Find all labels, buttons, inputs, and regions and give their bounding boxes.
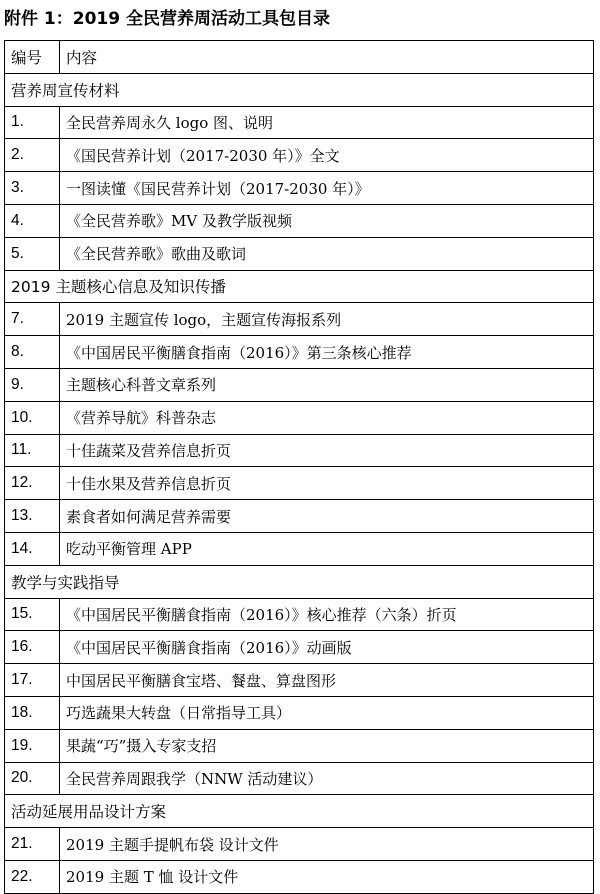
section-row bbox=[5, 270, 594, 303]
section-title: 2019 主题核心信息及知识传播 bbox=[5, 270, 594, 303]
row-content: 十佳蔬菜及营养信息折页 bbox=[60, 434, 594, 467]
row-number: 13. bbox=[5, 500, 60, 533]
row-number: 17. bbox=[5, 664, 60, 697]
section-row bbox=[5, 73, 594, 106]
row-content: 十佳水果及营养信息折页 bbox=[60, 467, 594, 500]
table-row bbox=[5, 237, 594, 270]
section-title: 活动延展用品设计方案 bbox=[5, 795, 594, 828]
row-content: 《营养导航》科普杂志 bbox=[60, 401, 594, 434]
table-row bbox=[5, 696, 594, 729]
row-content: 2019 主题 T 恤 设计文件 bbox=[60, 860, 594, 893]
row-content: 果蔬“巧”摄入专家支招 bbox=[60, 729, 594, 762]
table-row bbox=[5, 336, 594, 369]
row-content: 2019 主题宣传 logo，主题宣传海报系列 bbox=[60, 303, 594, 336]
section-row bbox=[5, 795, 594, 828]
row-number: 21. bbox=[5, 828, 60, 861]
row-content: 《中国居民平衡膳食指南（2016）》核心推荐（六条）折页 bbox=[60, 598, 594, 631]
row-number: 12. bbox=[5, 467, 60, 500]
row-number: 1. bbox=[5, 106, 60, 139]
table-row bbox=[5, 664, 594, 697]
row-number: 14. bbox=[5, 532, 60, 565]
row-number: 15. bbox=[5, 598, 60, 631]
row-number: 8. bbox=[5, 336, 60, 369]
table-row bbox=[5, 434, 594, 467]
row-number: 11. bbox=[5, 434, 60, 467]
row-content: 全民营养周永久 logo 图、说明 bbox=[60, 106, 594, 139]
row-content: 《中国居民平衡膳食指南（2016）》第三条核心推荐 bbox=[60, 336, 594, 369]
row-content: 《国民营养计划（2017-2030 年）》全文 bbox=[60, 139, 594, 172]
row-number: 22. bbox=[5, 860, 60, 893]
table-row bbox=[5, 204, 594, 237]
row-number: 20. bbox=[5, 762, 60, 795]
table-row bbox=[5, 532, 594, 565]
row-number: 4. bbox=[5, 204, 60, 237]
row-content: 2019 主题手提帆布袋 设计文件 bbox=[60, 828, 594, 861]
row-content: 《中国居民平衡膳食指南（2016）》动画版 bbox=[60, 631, 594, 664]
table-row bbox=[5, 401, 594, 434]
section-title: 教学与实践指导 bbox=[5, 565, 594, 598]
table-row bbox=[5, 762, 594, 795]
row-content: 全民营养周跟我学（NNW 活动建议） bbox=[60, 762, 594, 795]
row-content: 主题核心科普文章系列 bbox=[60, 368, 594, 401]
table-row bbox=[5, 598, 594, 631]
row-number: 7. bbox=[5, 303, 60, 336]
row-content: 巧选蔬果大转盘（日常指导工具） bbox=[60, 696, 594, 729]
row-content: 吃动平衡管理 APP bbox=[60, 532, 594, 565]
table-row bbox=[5, 729, 594, 762]
table-row bbox=[5, 860, 594, 893]
row-content: 素食者如何满足营养需要 bbox=[60, 500, 594, 533]
section-title: 营养周宣传材料 bbox=[5, 73, 594, 106]
document-title: 附件 1：2019 全民营养周活动工具包目录 bbox=[4, 9, 330, 29]
table-row bbox=[5, 303, 594, 336]
row-content: 《全民营养歌》歌曲及歌词 bbox=[60, 237, 594, 270]
row-content: 中国居民平衡膳食宝塔、餐盘、算盘图形 bbox=[60, 664, 594, 697]
row-number: 2. bbox=[5, 139, 60, 172]
row-number: 19. bbox=[5, 729, 60, 762]
header-content: 内容 bbox=[60, 41, 594, 74]
table-header-row bbox=[5, 41, 594, 74]
table-row bbox=[5, 631, 594, 664]
toc-table bbox=[4, 40, 594, 894]
row-number: 10. bbox=[5, 401, 60, 434]
table-row bbox=[5, 139, 594, 172]
table-row bbox=[5, 500, 594, 533]
row-number: 18. bbox=[5, 696, 60, 729]
row-number: 3. bbox=[5, 172, 60, 205]
row-number: 5. bbox=[5, 237, 60, 270]
row-number: 9. bbox=[5, 368, 60, 401]
table-row bbox=[5, 172, 594, 205]
row-content: 一图读懂《国民营养计划（2017-2030 年）》 bbox=[60, 172, 594, 205]
table-row bbox=[5, 467, 594, 500]
table-row bbox=[5, 106, 594, 139]
row-number: 16. bbox=[5, 631, 60, 664]
table-row bbox=[5, 368, 594, 401]
header-number: 编号 bbox=[5, 41, 60, 74]
row-content: 《全民营养歌》MV 及教学版视频 bbox=[60, 204, 594, 237]
section-row bbox=[5, 565, 594, 598]
table-row bbox=[5, 828, 594, 861]
